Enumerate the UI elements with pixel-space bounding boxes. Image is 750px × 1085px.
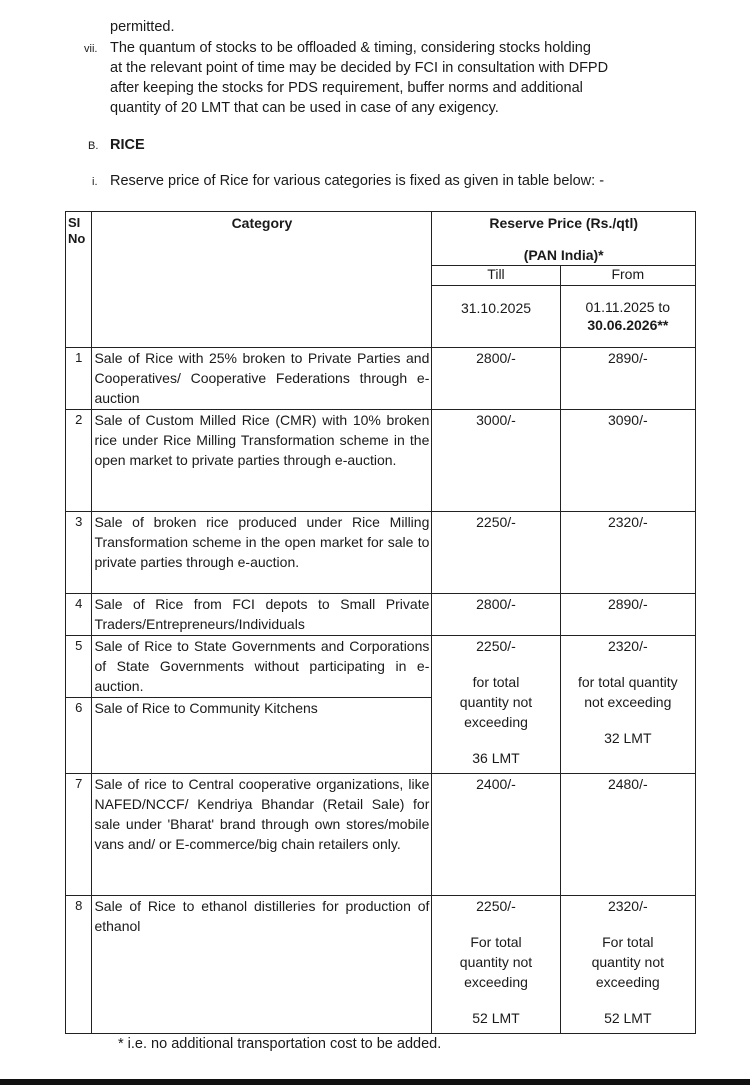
footnote: * i.e. no additional transportation cost to be added. [118, 1036, 442, 1052]
header-till-date: 31.10.2025 [432, 286, 560, 348]
table-header-row [66, 212, 696, 266]
row-category: Sale of Rice from FCI depots to Small Private Traders/Entrepreneurs/Individuals [92, 594, 432, 636]
item-vii-paragraph [110, 38, 730, 118]
row-category: Sale of broken rice produced under Rice Milling Transformation scheme in the open market for sale to private parties through e-auction. [92, 512, 432, 594]
section-title: RICE [110, 137, 145, 153]
row-category: Sale of Custom Milled Rice (CMR) with 10% broken rice under Rice Milling Transformation scheme in the open market to private parties through e-auction. [92, 410, 432, 512]
table-row [66, 348, 696, 410]
header-from-dates: 01.11.2025 to 30.06.2026** [560, 286, 695, 348]
row-sl: 7 [66, 774, 92, 896]
row-from-price: 2320/- [560, 512, 695, 594]
row-till-price: 2800/- [432, 348, 560, 410]
item-i-text: Reserve price of Rice for various categories is fixed as given in table below: - [110, 173, 605, 189]
row-sl: 4 [66, 594, 92, 636]
reserve-price-table [65, 211, 696, 1034]
rows5-6-from-price: 2320/- for total quantity not exceeding 32 LMT [560, 636, 695, 774]
row-sl: 1 [66, 348, 92, 410]
header-sl-no: SI No [66, 212, 92, 348]
row-till-price: 3000/- [432, 410, 560, 512]
table-row [66, 410, 696, 512]
table-row [66, 594, 696, 636]
row-category: Sale of Rice to ethanol distilleries for production of ethanol [92, 896, 432, 1034]
row-from-price: 2890/- [560, 594, 695, 636]
table-row [66, 636, 696, 698]
row8-from-price: 2320/- For total quantity not exceeding 52 LMT [560, 896, 695, 1034]
row-from-price: 2890/- [560, 348, 695, 410]
row-till-price: 2800/- [432, 594, 560, 636]
row-sl: 2 [66, 410, 92, 512]
bottom-edge-bar [0, 1079, 750, 1085]
header-till-label: Till [432, 266, 560, 286]
row-category: Sale of Rice with 25% broken to Private Parties and Cooperatives/ Cooperative Federations through e-auction [92, 348, 432, 410]
table-row [66, 774, 696, 896]
row-from-price: 3090/- [560, 410, 695, 512]
table-row [66, 512, 696, 594]
item-vii-line: after keeping the stocks for PDS requirement, buffer norms and additional [110, 80, 583, 96]
header-from-label: From [560, 266, 695, 286]
permitted-line: permitted. [110, 19, 175, 35]
row-sl: 6 [66, 698, 92, 774]
row-sl: 5 [66, 636, 92, 698]
rows5-6-till-price: 2250/- for total quantity not exceeding 36 LMT [432, 636, 560, 774]
item-vii-line: quantity of 20 LMT that can be used in case of any exigency. [110, 100, 499, 116]
row-category: Sale of rice to Central cooperative organizations, like NAFED/NCCF/ Kendriya Bhandar (Retail Sale) for sale under 'Bharat' brand through own stores/mobile vans and/ or E-commerce/big chain retailers only. [92, 774, 432, 896]
row-sl: 8 [66, 896, 92, 1034]
item-vii-line: at the relevant point of time may be decided by FCI in consultation with DFPD [110, 60, 609, 76]
row-category: Sale of Rice to State Governments and Corporations of State Governments without participating in e-auction. [92, 636, 432, 698]
header-category: Category [92, 212, 432, 348]
row-till-price: 2250/- [432, 512, 560, 594]
item-i-number: i. [92, 176, 98, 188]
section-letter: B. [88, 140, 99, 152]
item-vii-number: vii. [84, 43, 98, 55]
row-category: Sale of Rice to Community Kitchens [92, 698, 432, 774]
row-from-price: 2480/- [560, 774, 695, 896]
table-row [66, 896, 696, 1034]
header-reserve-price: Reserve Price (Rs./qtl) (PAN India)* [432, 212, 696, 266]
row-sl: 3 [66, 512, 92, 594]
item-vii-line: The quantum of stocks to be offloaded & timing, considering stocks holding [110, 40, 591, 56]
row8-till-price: 2250/- For total quantity not exceeding 52 LMT [432, 896, 560, 1034]
row-till-price: 2400/- [432, 774, 560, 896]
